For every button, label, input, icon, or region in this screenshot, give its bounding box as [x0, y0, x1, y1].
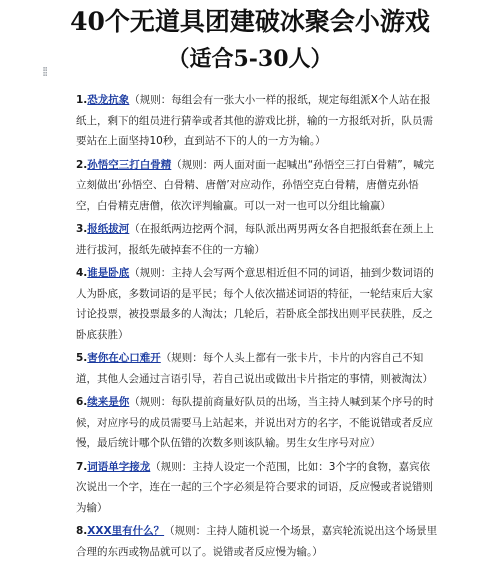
- item-number: 7.: [76, 460, 88, 473]
- item-rules: （规则：每个人头上都有一张卡片，卡片的内容自己不知道，其他人会通过言语引导，若自己说出或做出卡片指定的事情，则被淘汰）: [76, 352, 433, 385]
- item-number: 1.: [76, 94, 88, 106]
- list-item: [76, 457, 438, 519]
- list-item: [76, 90, 438, 152]
- item-number: 8.: [76, 525, 88, 537]
- item-rules: （在报纸两边挖两个洞，每队派出两男两女各自把报纸套在颈上上进行拔河，报纸先破掉套不住的一方输）: [76, 223, 434, 256]
- item-rules: （规则：每队提前商量好队员的出场，当主持人喊到某个序号的时候，对应序号的成员需要马上站起来，并说出对方的名字，不能说错或者反应慢，最后统计哪个队伍错的次数多则该队输。男生女生序号对应）: [76, 396, 434, 449]
- item-rules: （规则：两人面对面一起喊出“孙悟空三打白骨精”，喊完立刻做出‘孙悟空、白骨精、唐僧’对应动作，孙悟空克白骨精，唐僧克孙悟空，白骨精克唐僧，依次评判输赢。可以一对一也可以分组比输赢）: [76, 158, 435, 212]
- item-number: 6.: [76, 396, 88, 408]
- item-name: 害你在心口难开: [87, 352, 161, 364]
- item-rules: （规则：主持人随机说一个场景，嘉宾轮流说出这个场景里合理的东西或物品就可以了。说错或者反应慢为输。）: [76, 525, 438, 558]
- item-number: 5.: [76, 352, 88, 364]
- page-subtitle: （适合5-30人）: [167, 46, 333, 72]
- list-item: [76, 521, 438, 562]
- page-title: 40个无道具团建破冰聚会小游戏: [70, 7, 430, 36]
- list-item: [76, 348, 438, 389]
- drag-handle-icon[interactable]: ⁞⁞: [42, 65, 47, 80]
- item-rules: （规则：每组会有一张大小一样的报纸，规定每组派X个人站在报纸上，剩下的组员进行猜拳或者其他的游戏比拼，输的一方报纸对折，队员需要站在上面坚持10秒，直到站不下的人的一方为输。）: [76, 94, 433, 147]
- game-list: [76, 90, 438, 565]
- list-item: [76, 263, 438, 345]
- item-name: 词语单字接龙: [87, 460, 151, 473]
- item-number: 3.: [76, 223, 88, 235]
- item-name: 孙悟空三打白骨精: [87, 158, 172, 171]
- item-name: XXX里有什么？: [87, 525, 165, 537]
- item-rules: （规则：主持人会写两个意思相近但不同的词语，抽到少数词语的人为卧底，多数词语的是平民；每个人依次描述词语的特征，一轮结束后大家讨论投票，被投票最多的人淘汰；几轮后，若卧底全部找出则平民获胜，反之卧底获胜）: [76, 267, 434, 341]
- item-name: 谁是卧底: [87, 267, 130, 279]
- list-item: [76, 219, 438, 260]
- item-number: 4.: [76, 267, 88, 279]
- item-name: 恐龙抗象: [87, 94, 130, 106]
- item-rules: （规则：主持人设定一个范围，比如：3个字的食物，嘉宾依次说出一个字，连在一起的三个字必须是符合要求的词语，反应慢或者说错则为输）: [76, 460, 433, 514]
- list-item: [76, 155, 438, 217]
- list-item: [76, 392, 438, 454]
- item-name: 报纸拔河: [87, 223, 130, 235]
- item-name: 续来是你: [87, 396, 130, 408]
- item-number: 2.: [76, 158, 88, 171]
